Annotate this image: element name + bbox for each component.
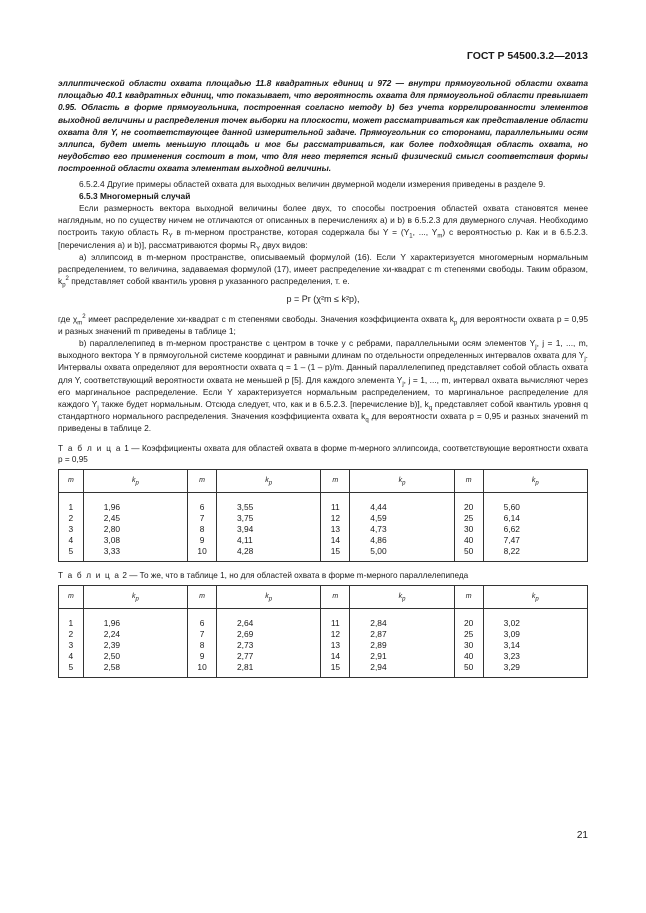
doc-header-code: ГОСТ Р 54500.3.2—2013	[466, 50, 588, 62]
table2-cell-m: 2	[59, 629, 84, 640]
table2-cell-k: 2,84	[350, 608, 454, 629]
table2-cell-m: 12	[321, 629, 350, 640]
table2-cell-m: 8	[188, 640, 217, 651]
table2-cell-k: 2,81	[217, 662, 321, 678]
table1-header-m: m	[188, 469, 217, 492]
table1-row	[59, 513, 588, 524]
table1-header-k: $k_p$	[83, 469, 187, 492]
table2-cell-m: 50	[454, 662, 483, 678]
table1-cell-m: 15	[321, 546, 350, 562]
table1-cell-k: 4,11	[217, 535, 321, 546]
table2-row	[59, 651, 588, 662]
table2-cell-k: 2,87	[350, 629, 454, 640]
table1-cell-m: 7	[188, 513, 217, 524]
table1-row	[59, 492, 588, 513]
table2-cell-m: 3	[59, 640, 84, 651]
table1-cell-m: 5	[59, 546, 84, 562]
table1-cell-m: 25	[454, 513, 483, 524]
table2-cell-m: 1	[59, 608, 84, 629]
paragraph-intro: Если размерность вектора выходной величины более двух, то способы построения областей охвата становятся менее наглядным, но по существу ничем не отличаются от описанных в перечислениях а) и b) в 6.5.2.3 для двумерного случая. Необходимо построить такую область $R_Y$ в m-мерном пространстве, которая содержала бы $Y = (Y_1$, ..., $Y_m$) с вероятностью p. Как и в 6.5.2.3. [перечисления а) и b)], рассматриваются формы $R_Y$ двух видов:	[58, 203, 588, 253]
table2-cell-k: 2,77	[217, 651, 321, 662]
table1-cell-m: 6	[188, 492, 217, 513]
table2-cell-k: 2,50	[83, 651, 187, 662]
table2-caption: Т а б л и ц а 2 — То же, что в таблице 1, но для областей охвата в форме m-мерного параллелепипеда	[58, 570, 469, 580]
table2-row	[59, 640, 588, 651]
table2-cell-k: 3,23	[483, 651, 587, 662]
table1-header-k: $k_p$	[483, 469, 587, 492]
table1-cell-k: 4,28	[217, 546, 321, 562]
table1-header-row	[59, 469, 588, 492]
table2-cell-k: 2,73	[217, 640, 321, 651]
table2-cell-k: 3,09	[483, 629, 587, 640]
table2-cell-k: 3,02	[483, 608, 587, 629]
table1-cell-k: 2,80	[83, 524, 187, 535]
table2-row	[59, 608, 588, 629]
table1-row	[59, 535, 588, 546]
table2-cell-k: 2,91	[350, 651, 454, 662]
table1-cell-m: 4	[59, 535, 84, 546]
table1-cell-m: 9	[188, 535, 217, 546]
table1-cell-m: 14	[321, 535, 350, 546]
table1-cell-m: 1	[59, 492, 84, 513]
table2-cell-k: 1,96	[83, 608, 187, 629]
table1-cell-m: 2	[59, 513, 84, 524]
table1-row	[59, 546, 588, 562]
table2-cell-m: 13	[321, 640, 350, 651]
table2-cell-k: 2,24	[83, 629, 187, 640]
item-a-ellipsoid: а) эллипсоид в m-мерном пространстве, описываемый формулой (16). Если Y характеризуется многомерным нормальным распределением, то величина, задаваемая формулой (17), имеет распределение хи-квадрат с m степенями свободы. Таким образом, $k_p^2$ представляет собой квантиль уровня p указанного распределения, т. е.	[58, 251, 588, 289]
table1-cell-k: 3,94	[217, 524, 321, 535]
table1-cell-k: 3,75	[217, 513, 321, 524]
table1-cell-m: 30	[454, 524, 483, 535]
table2-header-k: $k_p$	[83, 585, 187, 608]
table2-cell-m: 10	[188, 662, 217, 678]
table1-cell-k: 7,47	[483, 535, 587, 546]
table2-header-m: m	[454, 585, 483, 608]
table1-cell-m: 20	[454, 492, 483, 513]
table2-cell-m: 25	[454, 629, 483, 640]
table2-cell-m: 6	[188, 608, 217, 629]
table2	[58, 585, 588, 678]
table1-row	[59, 524, 588, 535]
table2-cell-k: 2,58	[83, 662, 187, 678]
table1-header-k: $k_p$	[217, 469, 321, 492]
table1-cell-k: 6,62	[483, 524, 587, 535]
table2-cell-k: 2,64	[217, 608, 321, 629]
table2-cell-m: 20	[454, 608, 483, 629]
table1-cell-k: 5,00	[350, 546, 454, 562]
table1-cell-m: 50	[454, 546, 483, 562]
table2-cell-m: 30	[454, 640, 483, 651]
table2-row	[59, 662, 588, 678]
table1-cell-k: 3,55	[217, 492, 321, 513]
table1	[58, 469, 588, 562]
formula-chi-square: p = Pr (χ²m ≤ k²p),	[286, 294, 360, 305]
table1-cell-m: 3	[59, 524, 84, 535]
table1-cell-k: 2,45	[83, 513, 187, 524]
table1-caption: Т а б л и ц а 1 — Коэффициенты охвата для областей охвата в форме m-мерного эллипсоида, соответствующие вероятности охвата p = 0,95	[58, 443, 588, 464]
table1-header-m: m	[59, 469, 84, 492]
table1-cell-m: 12	[321, 513, 350, 524]
table1-cell-k: 5,60	[483, 492, 587, 513]
table2-cell-k: 2,94	[350, 662, 454, 678]
table2-cell-k: 2,69	[217, 629, 321, 640]
table2-cell-m: 4	[59, 651, 84, 662]
paragraph-where: где $\chi_m^2$ имеет распределение хи-квадрат с m степенями свободы. Значения коэффициента охвата $k_p$ для вероятности охвата p = 0,95 и разных значений m приведены в таблице 1;	[58, 313, 589, 336]
table1-body	[59, 492, 588, 561]
table2-cell-k: 2,39	[83, 640, 187, 651]
table2-cell-k: 3,29	[483, 662, 587, 678]
table2-cell-m: 9	[188, 651, 217, 662]
italic-paragraph: эллиптической области охвата площадью 11.8 квадратных единиц и 972 — внутри прямоугольной области охвата площадью 40.1 квадратных единиц, что показывает, что вероятность охвата для прямоугольной области превышает 0.95. Область в форме прямоугольника, построенная согласно методу b) без учета коррелированности элементов выходной величины и распределения точек выборки на плоскости, может рассматриваться как представление области охвата для Y, не соответствующее данной измерительной задаче. Прямоугольник со сторонами, параллельными осям эллипса, будет иметь меньшую площадь и мог бы рассматриваться, как более подходящая область охвата, но неудобство его применения состоит в том, что для него теряется ясный физический смысл соответствия формы построенной области охвата элементам выходной величины.	[58, 78, 588, 174]
table1-header-k: $k_p$	[350, 469, 454, 492]
section-heading-653: 6.5.3 Многомерный случай	[79, 190, 191, 201]
table2-header-row	[59, 585, 588, 608]
table1-cell-m: 8	[188, 524, 217, 535]
table2-cell-k: 3,14	[483, 640, 587, 651]
table1-cell-k: 3,08	[83, 535, 187, 546]
table2-cell-k: 2,89	[350, 640, 454, 651]
item-b-parallelepiped: b) параллелепипед в m-мерном пространстве с центром в точке y с ребрами, параллельными осям элементов $Y_j$, j = 1, ..., m, выходного вектора Y в прямоугольной системе координат и равными длинам по отдельности определенных интервалов охвата для $Y_j$. Интервалы охвата определяют для вероятности охвата q = 1 – (1 – p)/m. Данный параллелепипед представляет собой область охвата для Y, соответствующий вероятности охвата не меньшей p [5]. Для каждого элемента $Y_j$, j = 1, ..., m, интервал охвата вычисляют через его маргинальное распределение. Если Y характеризуется нормальным распределением, то маргинальное распределение для каждого $Y_j$ также будет нормальным. Отсюда следует, что, как и в 6.5.2.3. [перечисление b)], $k_q$ представляет собой квантиль уровня q стандартного нормального распределения. Значения коэффициента охвата $k_q$ для вероятности охвата p = 0,95 и разных значений m приведены в таблице 2.	[58, 338, 589, 434]
table2-header-m: m	[59, 585, 84, 608]
table2-cell-m: 40	[454, 651, 483, 662]
table1-cell-m: 10	[188, 546, 217, 562]
table1-header-m: m	[321, 469, 350, 492]
table1-cell-m: 11	[321, 492, 350, 513]
table1-cell-k: 3,33	[83, 546, 187, 562]
table2-header-m: m	[321, 585, 350, 608]
table1-cell-k: 1,96	[83, 492, 187, 513]
page-number: 21	[576, 830, 588, 841]
table2-header-k: $k_p$	[483, 585, 587, 608]
table2-cell-m: 15	[321, 662, 350, 678]
paragraph-6524: 6.5.2.4 Другие примеры областей охвата для выходных величин двумерной модели измерения приведены в разделе 9.	[79, 178, 546, 189]
table2-cell-m: 7	[188, 629, 217, 640]
table1-cell-k: 6,14	[483, 513, 587, 524]
table1-cell-k: 4,73	[350, 524, 454, 535]
table1-cell-k: 8,22	[483, 546, 587, 562]
table2-cell-m: 14	[321, 651, 350, 662]
table1-cell-m: 13	[321, 524, 350, 535]
table2-row	[59, 629, 588, 640]
table1-header-m: m	[454, 469, 483, 492]
table2-header-m: m	[188, 585, 217, 608]
table1-cell-k: 4,59	[350, 513, 454, 524]
document-body	[58, 77, 588, 678]
table2-header-k: $k_p$	[350, 585, 454, 608]
table2-body	[59, 608, 588, 677]
table2-cell-m: 11	[321, 608, 350, 629]
table1-cell-k: 4,44	[350, 492, 454, 513]
table1-cell-m: 40	[454, 535, 483, 546]
table2-cell-m: 5	[59, 662, 84, 678]
table1-cell-k: 4,86	[350, 535, 454, 546]
table2-header-k: $k_p$	[217, 585, 321, 608]
